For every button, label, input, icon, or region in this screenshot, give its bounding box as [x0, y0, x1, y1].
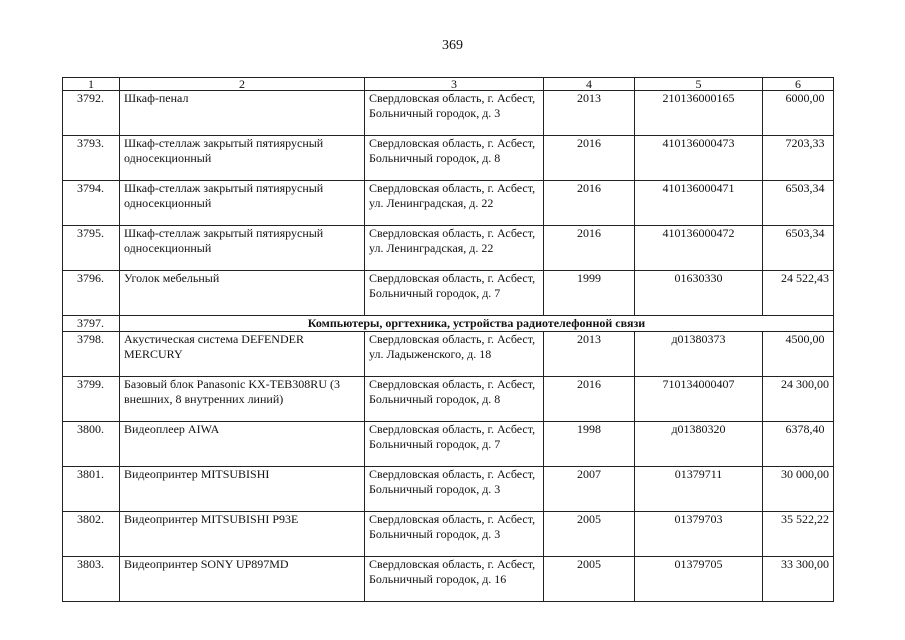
- row-number: 3793.: [63, 136, 120, 181]
- inventory-number: 01379703: [635, 512, 763, 557]
- item-name: Видеопринтер MITSUBISHI P93E: [120, 512, 365, 557]
- row-number: 3803.: [63, 557, 120, 602]
- item-year: 2013: [544, 332, 635, 377]
- row-number: 3802.: [63, 512, 120, 557]
- item-address: Свердловская область, г. Асбест, Больничный городок, д. 3: [365, 91, 544, 136]
- item-name: Уголок мебельный: [120, 271, 365, 316]
- row-number: 3799.: [63, 377, 120, 422]
- item-name: Видеопринтер MITSUBISHI: [120, 467, 365, 512]
- item-address: Свердловская область, г. Асбест, Больничный городок, д. 7: [365, 271, 544, 316]
- book-value: 6503,34: [763, 226, 834, 271]
- item-name: Шкаф-стеллаж закрытый пятиярусный односекционный: [120, 226, 365, 271]
- item-year: 2005: [544, 512, 635, 557]
- column-header-2: 2: [120, 78, 365, 91]
- inventory-number: 01379711: [635, 467, 763, 512]
- book-value: 4500,00: [763, 332, 834, 377]
- book-value: 6000,00: [763, 91, 834, 136]
- inventory-number: д01380373: [635, 332, 763, 377]
- inventory-number: 01379705: [635, 557, 763, 602]
- item-year: 2007: [544, 467, 635, 512]
- item-address: Свердловская область, г. Асбест, ул. Ленинградская, д. 22: [365, 226, 544, 271]
- item-address: Свердловская область, г. Асбест, Больничный городок, д. 8: [365, 136, 544, 181]
- column-header-3: 3: [365, 78, 544, 91]
- item-name: Акустическая система DEFENDER MERCURY: [120, 332, 365, 377]
- table-row: [63, 271, 834, 316]
- item-address: Свердловская область, г. Асбест, ул. Ленинградская, д. 22: [365, 181, 544, 226]
- item-address: Свердловская область, г. Асбест, Больничный городок, д. 16: [365, 557, 544, 602]
- table-row: [63, 557, 834, 602]
- inventory-number: 710134000407: [635, 377, 763, 422]
- row-number: 3795.: [63, 226, 120, 271]
- item-address: Свердловская область, г. Асбест, Больничный городок, д. 8: [365, 377, 544, 422]
- table-row: [63, 136, 834, 181]
- book-value: 35 522,22: [763, 512, 834, 557]
- column-number-header-row: [63, 78, 834, 91]
- book-value: 33 300,00: [763, 557, 834, 602]
- column-header-1: 1: [63, 78, 120, 91]
- row-number: 3796.: [63, 271, 120, 316]
- inventory-number: 410136000471: [635, 181, 763, 226]
- table-row: [63, 512, 834, 557]
- table-row: [63, 226, 834, 271]
- item-address: Свердловская область, г. Асбест, Больничный городок, д. 3: [365, 467, 544, 512]
- table-row: [63, 377, 834, 422]
- item-address: Свердловская область, г. Асбест, Больничный городок, д. 7: [365, 422, 544, 467]
- row-number: 3801.: [63, 467, 120, 512]
- inventory-number: 410136000472: [635, 226, 763, 271]
- item-name: Шкаф-стеллаж закрытый пятиярусный односекционный: [120, 136, 365, 181]
- item-name: Базовый блок Panasonic KX-TEB308RU (3 внешних, 8 внутренних линий): [120, 377, 365, 422]
- item-address: Свердловская область, г. Асбест, Больничный городок, д. 3: [365, 512, 544, 557]
- table-row: [63, 422, 834, 467]
- item-address: Свердловская область, г. Асбест, ул. Ладыженского, д. 18: [365, 332, 544, 377]
- inventory-number: 210136000165: [635, 91, 763, 136]
- inventory-number: 410136000473: [635, 136, 763, 181]
- table-body: [63, 78, 834, 602]
- inventory-number: д01380320: [635, 422, 763, 467]
- inventory-number: 01630330: [635, 271, 763, 316]
- item-year: 2016: [544, 377, 635, 422]
- row-number: 3800.: [63, 422, 120, 467]
- item-year: 2005: [544, 557, 635, 602]
- item-year: 1998: [544, 422, 635, 467]
- item-year: 2016: [544, 226, 635, 271]
- book-value: 7203,33: [763, 136, 834, 181]
- section-title: Компьютеры, оргтехника, устройства радиотелефонной связи: [120, 316, 834, 332]
- column-header-5: 5: [635, 78, 763, 91]
- table-row: [63, 332, 834, 377]
- column-header-6: 6: [763, 78, 834, 91]
- book-value: 6378,40: [763, 422, 834, 467]
- item-year: 1999: [544, 271, 635, 316]
- row-number: 3798.: [63, 332, 120, 377]
- item-name: Видеоплеер AIWA: [120, 422, 365, 467]
- row-number: 3797.: [63, 316, 120, 332]
- item-year: 2013: [544, 91, 635, 136]
- table-row: [63, 181, 834, 226]
- column-header-4: 4: [544, 78, 635, 91]
- item-year: 2016: [544, 136, 635, 181]
- item-name: Шкаф-пенал: [120, 91, 365, 136]
- book-value: 30 000,00: [763, 467, 834, 512]
- property-registry-table: [62, 77, 834, 602]
- book-value: 6503,34: [763, 181, 834, 226]
- page-number: 369: [442, 38, 463, 53]
- book-value: 24 522,43: [763, 271, 834, 316]
- item-name: Видеопринтер SONY UP897MD: [120, 557, 365, 602]
- row-number: 3794.: [63, 181, 120, 226]
- row-number: 3792.: [63, 91, 120, 136]
- table-row: [63, 91, 834, 136]
- table-row: [63, 467, 834, 512]
- book-value: 24 300,00: [763, 377, 834, 422]
- section-header-row: [63, 316, 834, 332]
- item-name: Шкаф-стеллаж закрытый пятиярусный односекционный: [120, 181, 365, 226]
- item-year: 2016: [544, 181, 635, 226]
